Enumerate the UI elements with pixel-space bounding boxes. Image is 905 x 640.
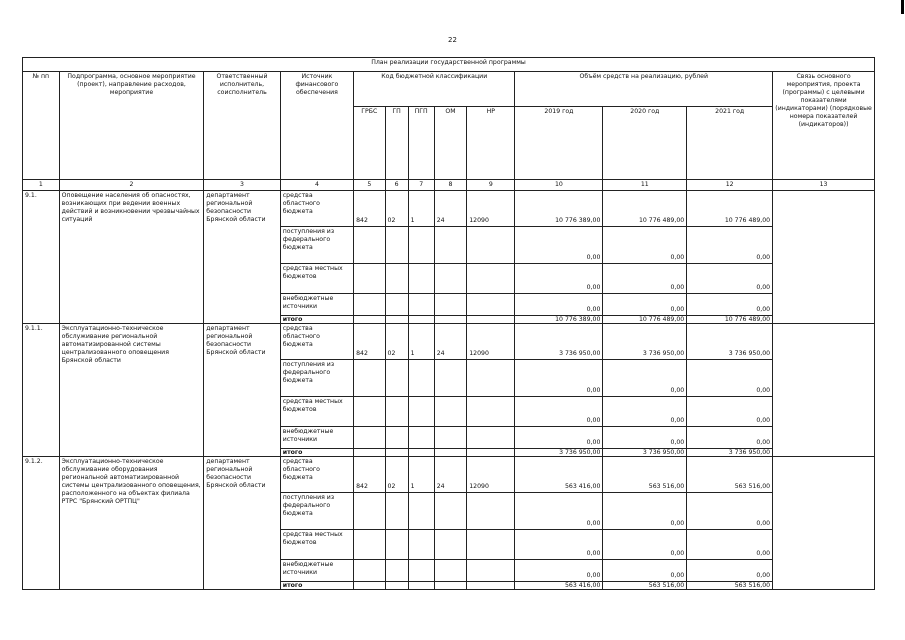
code-om: 24 [434,191,466,227]
amount-2019: 10 776 389,00 [515,191,603,227]
table-row [23,324,875,360]
table-title: План реализации государственной программы [23,58,875,72]
amount-2020: 10 776 489,00 [603,191,687,227]
total-2019: 10 776 389,00 [515,316,603,324]
code-nr [467,530,515,560]
total-code-empty [408,582,434,590]
amount-2020: 0,00 [603,560,687,582]
code-pgp [408,397,434,427]
amount-2020: 3 736 950,00 [603,324,687,360]
header-2021: 2021 год [687,106,773,179]
measure-name: Оповещение населения об опасностях, возникающих при ведении военных действий и возникновении чрезвычайных ситуаций [59,191,204,324]
code-om [434,427,466,449]
amount-2019: 0,00 [515,264,603,294]
header-2019: 2019 год [515,106,603,179]
code-pgp [408,360,434,397]
total-2021: 3 736 950,00 [687,449,773,457]
code-grbs [354,397,385,427]
code-grbs [354,227,385,264]
header-pgp: ПГП [408,106,434,179]
total-label: итого [280,582,353,590]
measure-name: Эксплуатационно-техническое обслуживание региональной автоматизированной системы централизованного оповещения Брянской области [59,324,204,457]
column-number: 10 [515,180,603,191]
header-link: Связь основного мероприятия, проекта (программы) с целевыми показателями (индикаторами) (порядковые номера показателей (индикаторов)) [773,72,875,180]
code-om: 24 [434,457,466,493]
column-number: 1 [23,180,60,191]
code-grbs: 842 [354,457,385,493]
total-code-empty [434,449,466,457]
column-number: 13 [773,180,875,191]
code-nr [467,360,515,397]
code-pgp [408,294,434,316]
column-number: 12 [687,180,773,191]
amount-2020: 0,00 [603,530,687,560]
amount-2021: 3 736 950,00 [687,324,773,360]
funding-source: средства областного бюджета [280,457,353,493]
code-grbs [354,530,385,560]
funding-source: внебюджетные источники [280,560,353,582]
column-number: 7 [408,180,434,191]
amount-2019: 0,00 [515,227,603,264]
header-2020: 2020 год [603,106,687,179]
total-2020: 563 516,00 [603,582,687,590]
total-label: итого [280,316,353,324]
code-gp [385,493,408,530]
amount-2019: 3 736 950,00 [515,324,603,360]
amount-2021: 0,00 [687,360,773,397]
code-gp [385,560,408,582]
code-om [434,227,466,264]
amount-2020: 0,00 [603,264,687,294]
header-om: ОМ [434,106,466,179]
total-2021: 563 516,00 [687,582,773,590]
amount-2020: 0,00 [603,397,687,427]
total-code-empty [385,582,408,590]
total-code-empty [408,449,434,457]
amount-2020: 563 516,00 [603,457,687,493]
amount-2021: 0,00 [687,560,773,582]
responsible-executor: департамент региональной безопасности Брянской области [204,324,280,457]
table-row [23,191,875,227]
total-code-empty [434,316,466,324]
row-number: 9.1.1. [23,324,60,457]
amount-2021: 0,00 [687,530,773,560]
page-edge-mark [901,0,904,14]
amount-2019: 563 416,00 [515,457,603,493]
code-nr: 12090 [467,457,515,493]
total-2020: 3 736 950,00 [603,449,687,457]
code-gp [385,227,408,264]
code-om [434,294,466,316]
amount-2021: 10 776 489,00 [687,191,773,227]
amount-2019: 0,00 [515,360,603,397]
funding-source: средства областного бюджета [280,324,353,360]
header-num: № пп [23,72,60,180]
amount-2020: 0,00 [603,493,687,530]
indicator-link [773,191,875,324]
header-source: Источник финансового обеспечения [280,72,353,180]
indicator-link [773,457,875,590]
code-om [434,560,466,582]
code-pgp [408,560,434,582]
header-gp: ГП [385,106,408,179]
amount-2021: 0,00 [687,427,773,449]
amount-2019: 0,00 [515,560,603,582]
funding-source: поступления из федерального бюджета [280,493,353,530]
funding-source: средства местных бюджетов [280,264,353,294]
row-number: 9.1.2. [23,457,60,590]
code-nr [467,397,515,427]
code-pgp: 1 [408,324,434,360]
code-gp: 02 [385,191,408,227]
code-gp [385,397,408,427]
code-gp: 02 [385,457,408,493]
header-volume: Объём средств на реализацию, рублей [515,72,773,107]
amount-2020: 0,00 [603,227,687,264]
amount-2019: 0,00 [515,530,603,560]
measure-name: Эксплуатационно-техническое обслуживание оборудования региональной автоматизированной системы централизованного оповещения, расположенного на объектах филиала РТРС "Брянский ОРТПЦ" [59,457,204,590]
code-gp [385,264,408,294]
code-pgp: 1 [408,191,434,227]
code-grbs [354,360,385,397]
column-number: 4 [280,180,353,191]
code-pgp [408,427,434,449]
column-number: 5 [354,180,385,191]
total-2019: 563 416,00 [515,582,603,590]
amount-2019: 0,00 [515,427,603,449]
header-responsible: Ответственный исполнитель, соисполнитель [204,72,280,180]
header-grbs: ГРБС [354,106,385,179]
total-code-empty [385,449,408,457]
amount-2020: 0,00 [603,294,687,316]
plan-table [22,57,875,590]
total-code-empty [467,582,515,590]
total-code-empty [408,316,434,324]
total-code-empty [354,316,385,324]
total-code-empty [354,582,385,590]
code-grbs [354,493,385,530]
column-number: 6 [385,180,408,191]
funding-source: поступления из федерального бюджета [280,227,353,264]
code-pgp [408,493,434,530]
code-pgp: 1 [408,457,434,493]
total-label: итого [280,449,353,457]
amount-2020: 0,00 [603,360,687,397]
funding-source: средства областного бюджета [280,191,353,227]
code-nr [467,493,515,530]
amount-2019: 0,00 [515,294,603,316]
code-om [434,360,466,397]
code-nr [467,264,515,294]
code-nr: 12090 [467,191,515,227]
code-gp [385,530,408,560]
code-nr [467,427,515,449]
amount-2021: 563 516,00 [687,457,773,493]
column-number: 2 [59,180,204,191]
total-2020: 10 776 489,00 [603,316,687,324]
code-nr [467,227,515,264]
responsible-executor: департамент региональной безопасности Брянской области [204,457,280,590]
amount-2019: 0,00 [515,493,603,530]
total-code-empty [467,316,515,324]
funding-source: внебюджетные источники [280,427,353,449]
code-gp [385,360,408,397]
column-number: 9 [467,180,515,191]
code-grbs [354,560,385,582]
total-code-empty [354,449,385,457]
row-number: 9.1. [23,191,60,324]
amount-2021: 0,00 [687,397,773,427]
column-numbers-row [23,180,875,191]
amount-2021: 0,00 [687,264,773,294]
amount-2020: 0,00 [603,427,687,449]
funding-source: средства местных бюджетов [280,397,353,427]
code-grbs [354,294,385,316]
code-grbs: 842 [354,324,385,360]
code-om [434,493,466,530]
code-pgp [408,264,434,294]
plan-table-body [23,191,875,590]
funding-source: средства местных бюджетов [280,530,353,560]
amount-2021: 0,00 [687,227,773,264]
code-om [434,264,466,294]
code-nr: 12090 [467,324,515,360]
table-row [23,457,875,493]
code-pgp [408,530,434,560]
header-subprogram: Подпрограмма, основное мероприятие (проект), направление расходов, мероприятие [59,72,204,180]
column-number: 3 [204,180,280,191]
total-code-empty [385,316,408,324]
code-grbs: 842 [354,191,385,227]
total-code-empty [467,449,515,457]
code-grbs [354,264,385,294]
code-nr [467,294,515,316]
code-nr [467,560,515,582]
total-2019: 3 736 950,00 [515,449,603,457]
code-om [434,530,466,560]
code-pgp [408,227,434,264]
amount-2019: 0,00 [515,397,603,427]
column-number: 11 [603,180,687,191]
amount-2021: 0,00 [687,294,773,316]
page-number: 22 [448,36,457,44]
header-nr: НР [467,106,515,179]
responsible-executor: департамент региональной безопасности Брянской области [204,191,280,324]
code-om: 24 [434,324,466,360]
total-2021: 10 776 489,00 [687,316,773,324]
header-budget-code: Код бюджетной классификации [354,72,515,107]
amount-2021: 0,00 [687,493,773,530]
code-grbs [354,427,385,449]
total-code-empty [434,582,466,590]
code-gp [385,294,408,316]
code-gp: 02 [385,324,408,360]
column-number: 8 [434,180,466,191]
funding-source: поступления из федерального бюджета [280,360,353,397]
indicator-link [773,324,875,457]
funding-source: внебюджетные источники [280,294,353,316]
code-gp [385,427,408,449]
code-om [434,397,466,427]
